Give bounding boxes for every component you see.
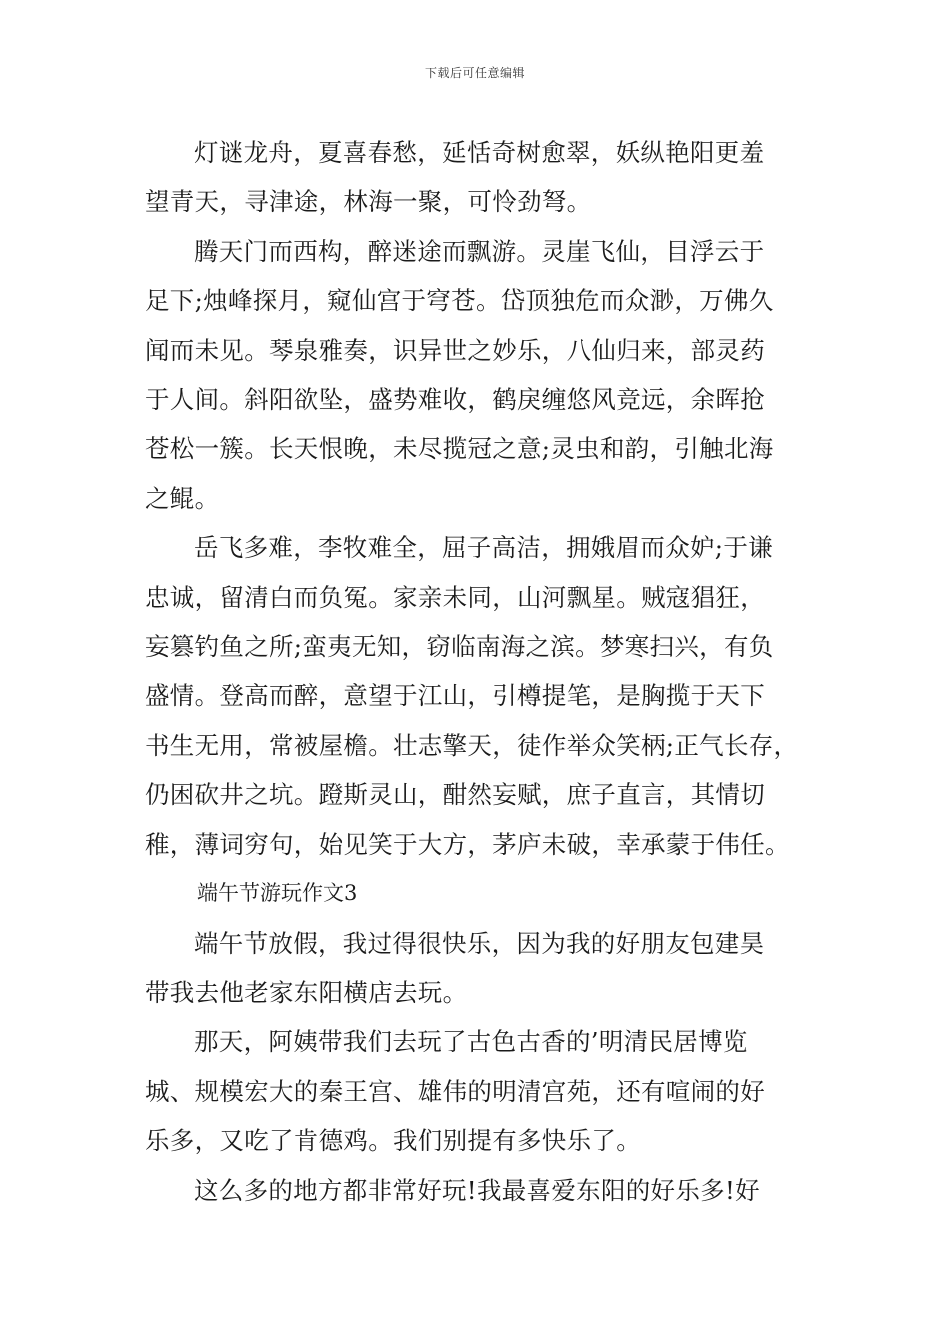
text-line: 忠诚，留清白而负冤。家亲未同，山河飘星。贼寇猖狂， xyxy=(145,582,765,612)
text-line: 这么多的地方都非常好玩!我最喜爱东阳的好乐多!好 xyxy=(194,1175,760,1205)
text-line: 于人间。斜阳欲坠，盛势难收，鹤戾缠悠风竞远，余晖抢 xyxy=(145,385,765,415)
text-line: 书生无用，常被屋檐。壮志擎天，徒作举众笑柄;正气长存， xyxy=(145,730,799,760)
text-line: 盛情。登高而醉，意望于江山，引樽提笔，是胸揽于天下 xyxy=(145,681,765,711)
paragraph xyxy=(145,919,825,1018)
text-line: 闻而未见。琴泉雅奏，识异世之妙乐，八仙归来，部灵药 xyxy=(145,335,765,365)
text-line: 之鲲。 xyxy=(145,483,220,513)
page-header-note: 下载后可任意编辑 xyxy=(424,66,525,80)
text-line: 城、规模宏大的秦王宫、雄伟的明清宫苑，还有喧闹的好 xyxy=(145,1076,765,1106)
paragraph xyxy=(145,523,825,869)
paragraph xyxy=(145,227,825,523)
paragraph xyxy=(145,1017,825,1165)
text-line: 腾天门而西构，醉迷途而飘游。灵崖飞仙，目浮云于 xyxy=(194,236,765,266)
text-line: 岳飞多难，李牧难全，屈子高洁，拥娥眉而众妒;于谦 xyxy=(194,533,773,563)
text-line: 稚，薄词穷句，始见笑于大方，茅庐未破，幸承蒙于伟任。 xyxy=(145,829,790,859)
document-body xyxy=(145,128,825,1215)
paragraph xyxy=(145,128,825,227)
text-line: 那天，阿姨带我们去玩了古色古香的’明清民居博览 xyxy=(194,1027,748,1057)
text-line: 仍困砍井之坑。蹬斯灵山，酣然妄赋，庶子直言，其情切 xyxy=(145,780,765,810)
paragraph xyxy=(145,1166,825,1215)
text-line: 苍松一簇。长天恨晚，未尽揽冠之意;灵虫和韵，引触北海 xyxy=(145,434,774,464)
text-line: 足下;烛峰探月，窥仙宫于穹苍。岱顶独危而众渺，万佛久 xyxy=(145,286,774,316)
section-heading: 端午节游玩作文3 xyxy=(197,881,358,906)
text-line: 端午节放假，我过得很快乐，因为我的好朋友包建昊 xyxy=(194,928,765,958)
text-line: 灯谜龙舟，夏喜春愁，延恬奇树愈翠，妖纵艳阳更羞 xyxy=(194,138,765,167)
text-line: 带我去他老家东阳横店去玩。 xyxy=(145,977,468,1007)
text-line: 望青天，寻津途，林海一聚，可怜劲弩。 xyxy=(145,187,592,217)
text-line: 妄篡钓鱼之所;蛮夷无知，窃临南海之滨。梦寒扫兴，有负 xyxy=(145,632,774,662)
text-line: 乐多，又吃了肯德鸡。我们别提有多快乐了。 xyxy=(145,1126,641,1156)
